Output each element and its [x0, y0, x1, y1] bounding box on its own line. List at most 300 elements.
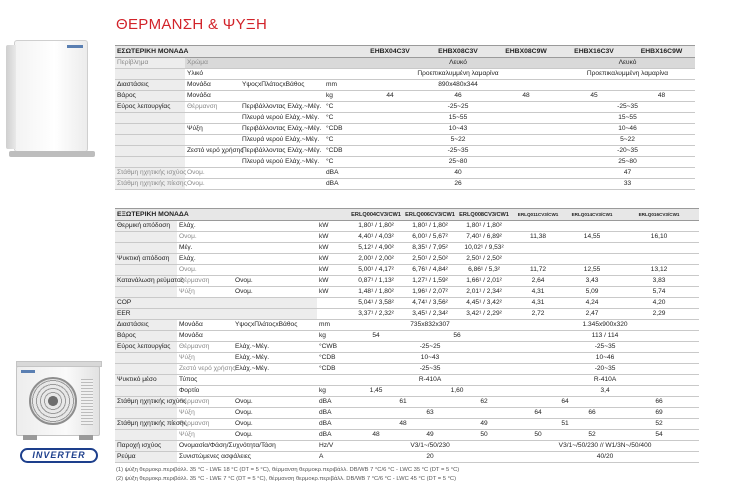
outdoor-unit-spec-table: [115, 208, 699, 463]
cell-value: 44: [356, 91, 424, 102]
row-sublabel: Ονομ.: [233, 408, 317, 419]
row-unit: °C: [324, 135, 356, 146]
cell-value: 4,31: [511, 298, 565, 309]
row-sublabel: Συνιστώμενες ασφάλειες: [177, 452, 317, 463]
row-unit: kW: [317, 287, 349, 298]
cell-value: -20~35: [560, 146, 695, 157]
indoor-unit-spec-table: [115, 45, 695, 190]
cell-value: [511, 254, 565, 265]
table-row: [115, 331, 699, 342]
footnotes: [116, 466, 459, 484]
row-unit: kW: [317, 276, 349, 287]
cell-value: 2,29: [619, 309, 699, 320]
cell-value: 4,40¹ / 4,03²: [349, 232, 403, 243]
side-grille-icon: [81, 379, 93, 425]
table-row: [115, 419, 699, 430]
cell-value: 63: [349, 408, 511, 419]
cell-value: 66: [619, 397, 699, 408]
cell-value: 735x832x307: [349, 320, 511, 331]
row-label: Εύρος λειτουργίας: [115, 342, 177, 353]
cell-value: 1,80¹ / 1,80²: [457, 221, 511, 232]
row-sublabel: Μονάδα: [185, 80, 240, 91]
row-label: Διαστάσεις: [115, 320, 177, 331]
row-unit: A: [317, 452, 349, 463]
row-unit: mm: [317, 320, 349, 331]
cell-value: 5,74: [619, 287, 699, 298]
cell-value: 1,80¹ / 1,80²: [349, 221, 403, 232]
row-detail: Πλευρά νερού Ελάχ.~Μέγ.: [240, 113, 324, 124]
row-detail: Πλευρά νερού Ελάχ.~Μέγ.: [240, 135, 324, 146]
cell-value: 50: [457, 430, 511, 441]
row-unit: °C: [324, 102, 356, 113]
row-unit: kW: [317, 232, 349, 243]
cell-value: 1,45: [349, 386, 403, 397]
row-sublabel: Ψύξη: [177, 408, 233, 419]
row-label: Βάρος: [115, 91, 185, 102]
row-unit: [317, 298, 349, 309]
row-label: Ψυκτική απόδοση: [115, 254, 177, 265]
cell-value: R-410A: [349, 375, 511, 386]
row-label: [115, 364, 177, 375]
row-label: COP: [115, 298, 317, 309]
cell-value: 46: [424, 91, 492, 102]
row-label: [115, 243, 177, 254]
table-row: [115, 232, 699, 243]
cell-value: 7,40¹ / 6,89²: [457, 232, 511, 243]
row-sublabel: [233, 243, 317, 254]
cell-value: 11,38: [511, 232, 565, 243]
cell-value: 6,76¹ / 4,84²: [403, 265, 457, 276]
cell-value: 4,45¹ / 3,42²: [457, 298, 511, 309]
brand-logo-icon: [67, 45, 83, 48]
row-unit: kW: [317, 243, 349, 254]
row-sublabel: Ονομ.: [233, 430, 317, 441]
cell-value: 3,42¹ / 2,29²: [457, 309, 511, 320]
row-sublabel: Θέρμανση: [177, 397, 233, 408]
cell-value: 4,31: [511, 287, 565, 298]
row-sublabel: Ελάχ.: [177, 221, 233, 232]
cell-value: 52: [565, 430, 619, 441]
row-sublabel: Ζεστό νερό χρήσης: [177, 364, 233, 375]
table-row: [115, 430, 699, 441]
cell-value: 54: [619, 430, 699, 441]
cell-value: -25~25: [349, 342, 511, 353]
row-sublabel: Ονομασία/Φάση/Συχνότητα/Τάση: [177, 441, 317, 452]
row-sublabel: Ονομ.: [233, 276, 317, 287]
table-row: [115, 157, 695, 168]
row-unit: kg: [317, 386, 349, 397]
row-sublabel: [185, 113, 240, 124]
cell-value: 14,55: [565, 232, 619, 243]
cell-value: R-410A: [511, 375, 699, 386]
cell-value: 49: [403, 430, 457, 441]
row-sublabel: Ψύξη: [177, 430, 233, 441]
cell-value: 51: [511, 419, 619, 430]
cell-value: 66: [565, 408, 619, 419]
indoor-unit-image: [14, 40, 88, 152]
row-sublabel: Μονάδα: [185, 91, 324, 102]
cell-value: 4,24: [565, 298, 619, 309]
cell-value: [619, 221, 699, 232]
table-header-row: [115, 209, 699, 221]
row-detail: ΥψοςxΠλάτοςxΒάθος: [240, 80, 324, 91]
cell-value: 2,00¹ / 2,00²: [349, 254, 403, 265]
table-row: [115, 276, 699, 287]
row-unit: °CDB: [317, 353, 349, 364]
model-header: ERLQ008CV3/CW1: [457, 209, 511, 221]
cell-value: 5,12¹ / 4,90²: [349, 243, 403, 254]
table-row: [115, 91, 695, 102]
row-unit: °CDB: [317, 364, 349, 375]
cell-value: -25~35: [560, 102, 695, 113]
row-sublabel: Ονομ.: [185, 168, 324, 179]
row-sublabel: Ψύξη: [177, 353, 233, 364]
model-header: ERLQ011CV3/CW1: [511, 209, 565, 221]
row-label: [115, 265, 177, 276]
row-label: Στάθμη ηχητικής πίεσης: [115, 419, 177, 430]
model-header: EHBX08C9W: [492, 46, 560, 58]
model-header: ERLQ004CV3/CW1: [349, 209, 403, 221]
cell-value: [511, 243, 565, 254]
cell-value: 2,72: [511, 309, 565, 320]
cell-value: 2,01¹ / 2,34²: [457, 287, 511, 298]
cell-value: 16,10: [619, 232, 699, 243]
row-unit: dBA: [317, 419, 349, 430]
cell-value: -25~35: [511, 342, 699, 353]
row-sublabel: Θέρμανση: [177, 342, 233, 353]
model-header: ERLQ014CV3/CW1: [565, 209, 619, 221]
cell-value: -20~35: [511, 364, 699, 375]
cell-value: 6,00¹ / 5,67²: [403, 232, 457, 243]
inverter-logo: INVERTER: [20, 448, 98, 463]
row-sublabel: [185, 157, 240, 168]
cell-value: [511, 221, 565, 232]
cell-value: 48: [349, 430, 403, 441]
row-unit: mm: [324, 80, 356, 91]
row-label: Θερμική απόδοση: [115, 221, 177, 232]
table-row: [115, 309, 699, 320]
model-header: EHBX16C3V: [560, 46, 628, 58]
row-label: [115, 408, 177, 419]
cell-value: Λευκό: [356, 58, 560, 69]
row-label: Στάθμη ηχητικής ισχύος: [115, 397, 177, 408]
row-label: Διαστάσεις: [115, 80, 185, 91]
cell-value: 15~55: [356, 113, 560, 124]
row-unit: kW: [317, 221, 349, 232]
row-detail: Περιβάλλοντας Ελάχ.~Μέγ.: [240, 124, 324, 135]
row-unit: dBA: [317, 397, 349, 408]
cell-value: 5,00¹ / 4,17²: [349, 265, 403, 276]
header-cell: ΕΣΩΤΕΡΙΚΗ ΜΟΝΑΔΑ: [115, 46, 356, 58]
model-header: EHBX16C9W: [628, 46, 695, 58]
cell-value: 2,50¹ / 2,50²: [403, 254, 457, 265]
row-label: [115, 232, 177, 243]
table-row: [115, 298, 699, 309]
table-row: [115, 113, 695, 124]
row-label: Ρεύμα: [115, 452, 177, 463]
row-unit: dBA: [317, 430, 349, 441]
cell-value: 0,87¹ / 1,13²: [349, 276, 403, 287]
row-sublabel: Μονάδα: [177, 320, 233, 331]
row-unit: °CWB: [317, 342, 349, 353]
cell-value: 1,96¹ / 2,07²: [403, 287, 457, 298]
cell-value: 3,37¹ / 2,32²: [349, 309, 403, 320]
table-row: [115, 80, 695, 91]
cell-value: -25~35: [356, 146, 560, 157]
cell-value: 61: [349, 397, 457, 408]
cell-value: 1.345x900x320: [511, 320, 699, 331]
cell-value: -25~35: [349, 364, 511, 375]
cell-value: 49: [457, 419, 511, 430]
row-sublabel: Ελάχ.~Μέγ.: [233, 364, 317, 375]
row-sublabel: [185, 135, 240, 146]
table-row: [115, 386, 699, 397]
row-unit: dBA: [324, 168, 356, 179]
row-sublabel: [233, 265, 317, 276]
indoor-unit-base: [9, 151, 95, 157]
row-label: [115, 69, 185, 80]
cell-value: 54: [349, 331, 403, 342]
table-row: [115, 397, 699, 408]
table-row: [115, 452, 699, 463]
cell-value: -25~25: [356, 102, 560, 113]
row-sublabel: Φορτίο: [177, 386, 317, 397]
model-header: EHBX08C3V: [424, 46, 492, 58]
row-sublabel: [233, 221, 317, 232]
table-row: [115, 364, 699, 375]
row-sublabel: Ονομ.: [177, 232, 233, 243]
cell-value: 2,47: [565, 309, 619, 320]
cell-value: 56: [403, 331, 511, 342]
table-row: [115, 146, 695, 157]
row-label: [115, 124, 185, 135]
row-sublabel: Ονομ.: [233, 397, 317, 408]
table-row: [115, 135, 695, 146]
cell-value: 25~80: [356, 157, 560, 168]
table-row: [115, 124, 695, 135]
brand-logo-icon: [21, 370, 35, 373]
model-header: ERLQ016CV3/CW1: [619, 209, 699, 221]
table-row: [115, 342, 699, 353]
row-label: [115, 135, 185, 146]
cell-value: V3/1~/50/230: [349, 441, 511, 452]
row-label: Στάθμη ηχητικής ισχύος: [115, 168, 185, 179]
row-sublabel: Ψύξη: [185, 124, 240, 135]
cell-value: 48: [628, 91, 695, 102]
row-sublabel: [233, 254, 317, 265]
cell-value: 40/20: [511, 452, 699, 463]
cell-value: 5,09: [565, 287, 619, 298]
cell-value: 10,02¹ / 9,53²: [457, 243, 511, 254]
cell-value: 12,55: [565, 265, 619, 276]
row-label: Εύρος λειτουργίας: [115, 102, 185, 113]
row-label: Στάθμη ηχητικής πίεσης: [115, 179, 185, 190]
cell-value: 26: [356, 179, 560, 190]
row-unit: °CDB: [324, 124, 356, 135]
page-title: ΘΕΡΜΑΝΣΗ & ΨΥΞΗ: [116, 16, 268, 33]
row-sublabel: Μέγ.: [177, 243, 233, 254]
row-sublabel: [233, 232, 317, 243]
cell-value: 69: [619, 408, 699, 419]
row-sublabel: Ελάχ.~Μέγ.: [233, 353, 317, 364]
table-row: [115, 408, 699, 419]
row-sublabel: ΥψοςxΠλάτοςxΒάθος: [233, 320, 317, 331]
row-detail: Περιβάλλοντας Ελάχ.~Μέγ.: [240, 146, 324, 157]
table-row: [115, 375, 699, 386]
cell-value: 8,35¹ / 7,95²: [403, 243, 457, 254]
row-unit: kW: [317, 265, 349, 276]
table-row: [115, 58, 695, 69]
row-unit: °CDB: [324, 146, 356, 157]
row-unit: °C: [324, 157, 356, 168]
cell-value: 4,20: [619, 298, 699, 309]
cell-value: 10~43: [349, 353, 511, 364]
row-unit: [317, 309, 349, 320]
cell-value: 10~43: [356, 124, 560, 135]
cell-value: 4,74¹ / 3,56²: [403, 298, 457, 309]
row-label: [115, 386, 177, 397]
table-row: [115, 102, 695, 113]
cell-value: 47: [560, 168, 695, 179]
outdoor-unit-image: [16, 366, 100, 436]
cell-value: 33: [560, 179, 695, 190]
cell-value: 5,04¹ / 3,58²: [349, 298, 403, 309]
cell-value: 64: [511, 408, 565, 419]
cell-value: 52: [619, 419, 699, 430]
cell-value: 5~22: [560, 135, 695, 146]
cell-value: 62: [457, 397, 511, 408]
cell-value: [565, 254, 619, 265]
cell-value: [560, 80, 695, 91]
cell-value: 10~46: [560, 124, 695, 135]
row-label: Περίβλημα: [115, 58, 185, 69]
cell-value: Προεπικαλυμμένη λαμαρίνα: [560, 69, 695, 80]
cell-value: 45: [560, 91, 628, 102]
table-row: [115, 265, 699, 276]
row-label: Βάρος: [115, 331, 177, 342]
table-header-row: [115, 46, 695, 58]
cell-value: 6,86¹ / 5,3²: [457, 265, 511, 276]
model-header: EHBX04C3V: [356, 46, 424, 58]
indoor-unit-side-panel: [6, 45, 16, 149]
cell-value: 64: [511, 397, 619, 408]
row-sublabel: Θέρμανση: [177, 276, 233, 287]
row-label: EER: [115, 309, 317, 320]
cell-value: 1,27¹ / 1,59²: [403, 276, 457, 287]
cell-value: 2,50¹ / 2,50²: [457, 254, 511, 265]
cell-value: Λευκό: [560, 58, 695, 69]
row-label: Ψυκτικό μέσο: [115, 375, 177, 386]
row-unit: kg: [317, 331, 349, 342]
cell-value: 3,4: [511, 386, 699, 397]
cell-value: 890x480x344: [356, 80, 560, 91]
table-row: [115, 179, 695, 190]
cell-value: [619, 254, 699, 265]
row-unit: dBA: [324, 179, 356, 190]
row-sublabel: Ονομ.: [185, 179, 324, 190]
cell-value: [565, 221, 619, 232]
row-sublabel: Τύπος: [177, 375, 317, 386]
cell-value: 3,83: [619, 276, 699, 287]
cell-value: 1,80¹ / 1,80²: [403, 221, 457, 232]
row-sublabel: Θέρμανση: [185, 102, 240, 113]
row-unit: kW: [317, 254, 349, 265]
outdoor-unit-top: [16, 361, 102, 367]
table-row: [115, 320, 699, 331]
row-label: [115, 287, 177, 298]
row-sublabel: Ελάχ.~Μέγ.: [233, 342, 317, 353]
header-cell: ΕΞΩΤΕΡΙΚΗ ΜΟΝΑΔΑ: [115, 209, 349, 221]
row-label: [115, 146, 185, 157]
cell-value: 15~55: [560, 113, 695, 124]
cell-value: 1,66¹ / 2,01²: [457, 276, 511, 287]
row-unit: dBA: [317, 408, 349, 419]
cell-value: 13,12: [619, 265, 699, 276]
row-detail: Περιβάλλοντας Ελάχ.~Μέγ.: [240, 102, 324, 113]
cell-value: 20: [349, 452, 511, 463]
row-label: [115, 430, 177, 441]
footnote: (2) ψύξη θερμοκρ.περιβάλλ. 35 °C - LWE 7 °C (DT = 5 °C), θέρμανση θερμοκρ.περιβάλλ. DB/WB 7 °C/6 °C - LWC 45 °C (DT = 5 °C): [116, 476, 457, 482]
table-row: [115, 254, 699, 265]
model-header: ERLQ006CV3/CW1: [403, 209, 457, 221]
cell-value: 40: [356, 168, 560, 179]
cell-value: [619, 243, 699, 254]
fan-hub-icon: [48, 396, 58, 406]
cell-value: 50: [511, 430, 565, 441]
row-label: Παροχή ισχύος: [115, 441, 177, 452]
cell-value: 1,60: [403, 386, 511, 397]
row-unit: Hz/V: [317, 441, 349, 452]
table-row: [115, 168, 695, 179]
cell-value: 3,43: [565, 276, 619, 287]
cell-value: 113 / 114: [511, 331, 699, 342]
row-label: [115, 113, 185, 124]
row-sublabel: Ονομ.: [233, 287, 317, 298]
table-row: [115, 441, 699, 452]
outdoor-unit-foot: [79, 435, 93, 440]
cell-value: 10~46: [511, 353, 699, 364]
row-label: [115, 157, 185, 168]
cell-value: 1,48¹ / 1,80²: [349, 287, 403, 298]
cell-value: 48: [349, 419, 457, 430]
table-row: [115, 243, 699, 254]
row-sublabel: Ονομ.: [177, 265, 233, 276]
row-sublabel: Ελάχ.: [177, 254, 233, 265]
cell-value: V3/1~/50/230 // W1/3N~/50/400: [511, 441, 699, 452]
row-detail: Πλευρά νερού Ελάχ.~Μέγ.: [240, 157, 324, 168]
table-row: [115, 221, 699, 232]
table-row: [115, 287, 699, 298]
row-sublabel: Ψύξη: [177, 287, 233, 298]
cell-value: 5~22: [356, 135, 560, 146]
row-label: Κατανάλωση ρεύματος: [115, 276, 177, 287]
cell-value: 2,64: [511, 276, 565, 287]
row-label: [115, 353, 177, 364]
row-unit: kg: [324, 91, 356, 102]
cell-value: 3,45¹ / 2,34²: [403, 309, 457, 320]
footnote: (1) ψύξη θερμοκρ.περιβάλλ. 35 °C - LWE 18 °C (DT = 5 °C), θέρμανση θερμοκρ.περιβάλλ. DB/WB 7 °C/6 °C - LWC 35 °C (DT = 5 °C): [116, 467, 460, 473]
row-sublabel: Υλικό: [185, 69, 356, 80]
outdoor-unit-foot: [23, 435, 37, 440]
cell-value: 25~80: [560, 157, 695, 168]
row-sublabel: Χρώμα: [185, 58, 356, 69]
row-sublabel: Θέρμανση: [177, 419, 233, 430]
row-unit: °C: [324, 113, 356, 124]
table-row: [115, 353, 699, 364]
cell-value: Προεπικαλυμμένη λαμαρίνα: [356, 69, 560, 80]
row-unit: [317, 375, 349, 386]
row-sublabel: Μονάδα: [177, 331, 317, 342]
